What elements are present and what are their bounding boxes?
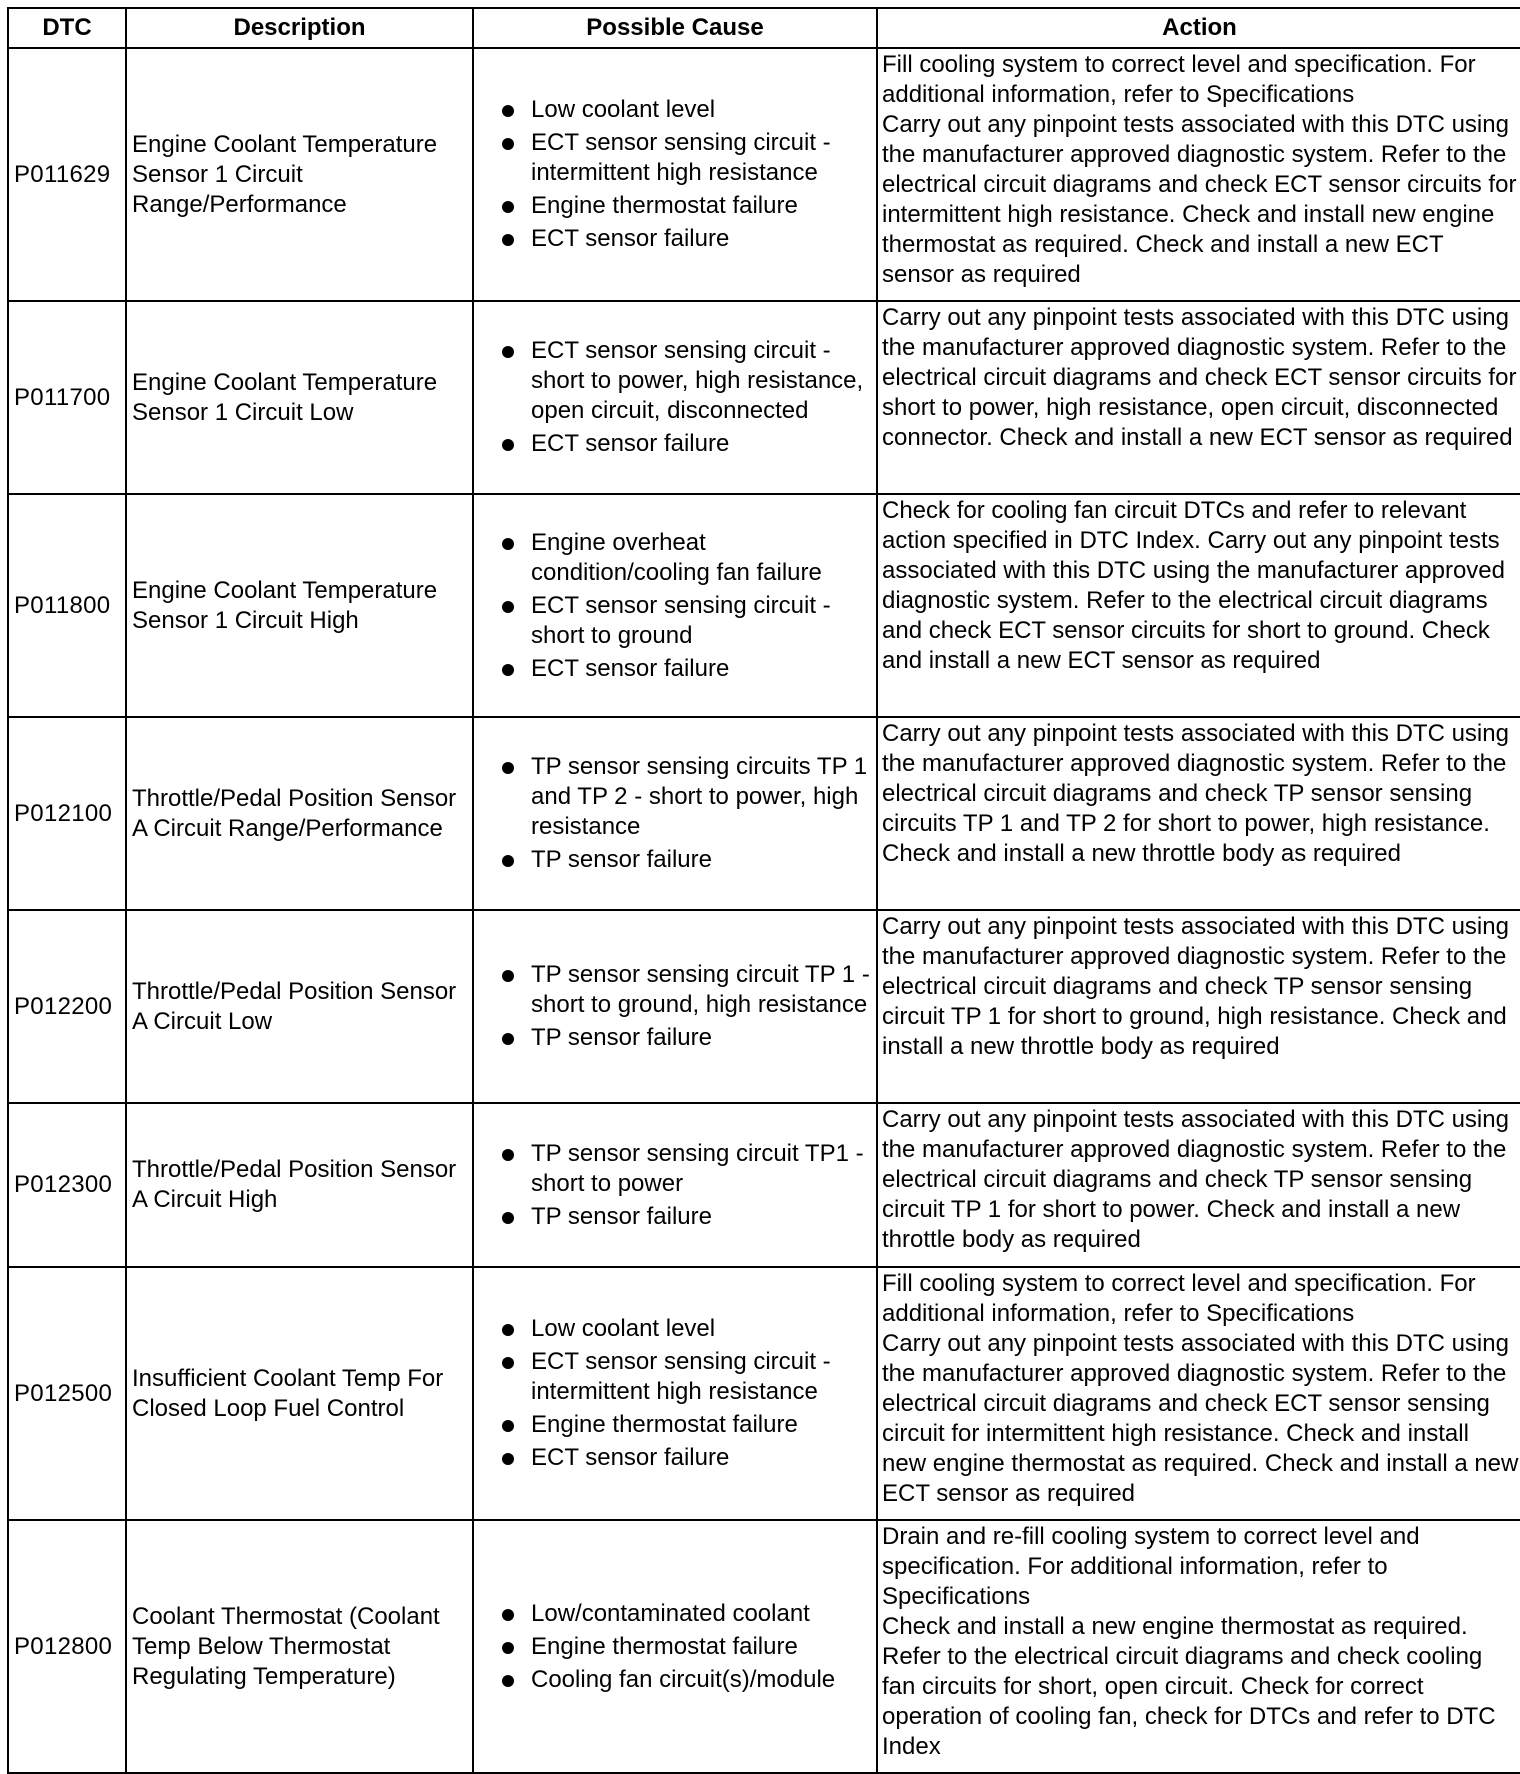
cause-item: ECT sensor sensing circuit - intermittent high resistance	[502, 1347, 876, 1407]
action-cell	[877, 301, 1520, 494]
cause-list	[474, 95, 876, 254]
cause-list	[474, 1314, 876, 1473]
possible-causes	[473, 494, 877, 717]
cause-item: Engine thermostat failure	[502, 1632, 876, 1662]
cause-item: Low coolant level	[502, 1314, 876, 1344]
dtc-description: Engine Coolant Temperature Sensor 1 Circuit Range/Performance	[126, 48, 473, 301]
table-row	[8, 1520, 1520, 1773]
table-row	[8, 910, 1520, 1103]
dtc-code: P011629	[8, 48, 126, 301]
cause-list	[474, 1599, 876, 1695]
table-row	[8, 494, 1520, 717]
table-row	[8, 48, 1520, 301]
cause-item: ECT sensor failure	[502, 654, 876, 684]
action-text: Carry out any pinpoint tests associated with this DTC using the manufacturer approved diagnostic system. Refer to the electrical circuit diagrams and check TP sensor sensing circuit TP 1 for short to power. Check and install a new throttle body as required	[882, 1106, 1509, 1253]
cause-item: ECT sensor sensing circuit - short to ground	[502, 591, 876, 651]
cause-item: ECT sensor sensing circuit - short to power, high resistance, open circuit, disconnected	[502, 336, 876, 426]
dtc-code: P012500	[8, 1267, 126, 1520]
cause-item: TP sensor sensing circuit TP1 - short to power	[502, 1139, 876, 1199]
action-text: Check for cooling fan circuit DTCs and refer to relevant action specified in DTC Index. Carry out any pinpoint tests associated with this DTC using the manufacturer approved diagnostic system. Refer to the electrical circuit diagrams and check ECT sensor circuits for short to ground. Check and install a new ECT sensor as required	[882, 497, 1505, 674]
action-cell	[877, 1520, 1520, 1773]
dtc-description: Throttle/Pedal Position Sensor A Circuit Range/Performance	[126, 717, 473, 910]
cause-item: Low coolant level	[502, 95, 876, 125]
table-row	[8, 1103, 1520, 1267]
cause-item: Engine overheat condition/cooling fan failure	[502, 528, 876, 588]
action-text: Fill cooling system to correct level and specification. For additional information, refer to Specifications Carry out any pinpoint tests associated with this DTC using the manufacturer approved diagnostic system. Refer to the electrical circuit diagrams and check ECT sensor circuits for intermittent high resistance. Check and install new engine thermostat as required. Check and install a new ECT sensor as required	[882, 51, 1517, 288]
dtc-description: Throttle/Pedal Position Sensor A Circuit High	[126, 1103, 473, 1267]
possible-causes	[473, 910, 877, 1103]
dtc-code: P012200	[8, 910, 126, 1103]
cause-list	[474, 960, 876, 1053]
dtc-code: P012300	[8, 1103, 126, 1267]
dtc-description: Engine Coolant Temperature Sensor 1 Circuit High	[126, 494, 473, 717]
cause-list	[474, 528, 876, 684]
action-cell	[877, 910, 1520, 1103]
dtc-code: P011700	[8, 301, 126, 494]
action-text: Drain and re-fill cooling system to correct level and specification. For additional information, refer to Specifications Check and install a new engine thermostat as required. Refer to the electrical circuit diagrams and check cooling fan circuits for short, open circuit. Check for correct operation of cooling fan, check for DTCs and refer to DTC Index	[882, 1523, 1496, 1760]
cause-list	[474, 1139, 876, 1232]
dtc-table	[7, 7, 1520, 1774]
cause-item: Low/contaminated coolant	[502, 1599, 876, 1629]
cause-item: ECT sensor sensing circuit - intermittent high resistance	[502, 128, 876, 188]
cause-list	[474, 336, 876, 459]
action-text: Carry out any pinpoint tests associated with this DTC using the manufacturer approved diagnostic system. Refer to the electrical circuit diagrams and check TP sensor sensing circuit TP 1 for short to ground, high resistance. Check and install a new throttle body as required	[882, 913, 1509, 1060]
table-body	[8, 48, 1520, 1773]
possible-causes	[473, 1103, 877, 1267]
action-text: Carry out any pinpoint tests associated with this DTC using the manufacturer approved diagnostic system. Refer to the electrical circuit diagrams and check TP sensor sensing circuits TP 1 and TP 2 for short to power, high resistance. Check and install a new throttle body as required	[882, 720, 1509, 867]
dtc-description: Throttle/Pedal Position Sensor A Circuit Low	[126, 910, 473, 1103]
cause-item: TP sensor sensing circuit TP 1 - short to ground, high resistance	[502, 960, 876, 1020]
possible-causes	[473, 301, 877, 494]
header-action: Action	[877, 8, 1520, 48]
action-cell	[877, 1103, 1520, 1267]
cause-item: ECT sensor failure	[502, 429, 876, 459]
table-row	[8, 1267, 1520, 1520]
action-text: Fill cooling system to correct level and specification. For additional information, refer to Specifications Carry out any pinpoint tests associated with this DTC using the manufacturer approved diagnostic system. Refer to the electrical circuit diagrams and check ECT sensor sensing circuit for intermittent high resistance. Check and install new engine thermostat as required. Check and install a new ECT sensor as required	[882, 1270, 1519, 1507]
table-row	[8, 301, 1520, 494]
cause-item: TP sensor failure	[502, 1202, 876, 1232]
dtc-description: Engine Coolant Temperature Sensor 1 Circuit Low	[126, 301, 473, 494]
cause-item: ECT sensor failure	[502, 1443, 876, 1473]
cause-item: Engine thermostat failure	[502, 1410, 876, 1440]
header-description: Description	[126, 8, 473, 48]
table-row	[8, 717, 1520, 910]
action-text: Carry out any pinpoint tests associated with this DTC using the manufacturer approved diagnostic system. Refer to the electrical circuit diagrams and check ECT sensor circuits for short to power, high resistance, open circuit, disconnected connector. Check and install a new ECT sensor as required	[882, 304, 1517, 451]
cause-item: TP sensor failure	[502, 1023, 876, 1053]
cause-item: Engine thermostat failure	[502, 191, 876, 221]
possible-causes	[473, 48, 877, 301]
cause-item: TP sensor sensing circuits TP 1 and TP 2 - short to power, high resistance	[502, 752, 876, 842]
dtc-description: Insufficient Coolant Temp For Closed Loop Fuel Control	[126, 1267, 473, 1520]
cause-item: Cooling fan circuit(s)/module	[502, 1665, 876, 1695]
possible-causes	[473, 717, 877, 910]
action-cell	[877, 1267, 1520, 1520]
header-dtc: DTC	[8, 8, 126, 48]
cause-item: ECT sensor failure	[502, 224, 876, 254]
possible-causes	[473, 1520, 877, 1773]
dtc-description: Coolant Thermostat (Coolant Temp Below Thermostat Regulating Temperature)	[126, 1520, 473, 1773]
header-possible-cause: Possible Cause	[473, 8, 877, 48]
action-cell	[877, 717, 1520, 910]
cause-list	[474, 752, 876, 875]
action-cell	[877, 494, 1520, 717]
header-row	[8, 8, 1520, 48]
dtc-code: P011800	[8, 494, 126, 717]
dtc-code: P012100	[8, 717, 126, 910]
cause-item: TP sensor failure	[502, 845, 876, 875]
possible-causes	[473, 1267, 877, 1520]
action-cell	[877, 48, 1520, 301]
dtc-code: P012800	[8, 1520, 126, 1773]
